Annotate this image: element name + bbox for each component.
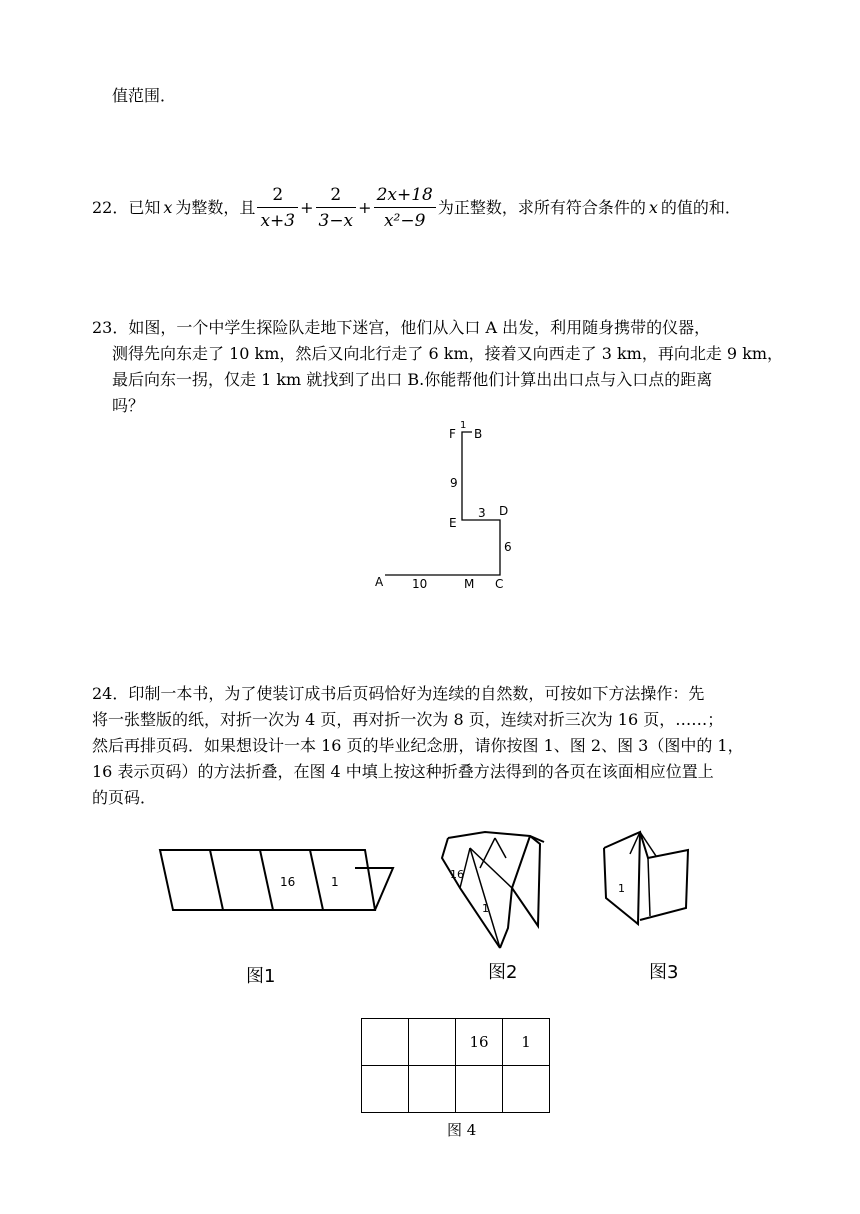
q23-number: 23． [92,318,129,337]
plus-sign-2: + [358,198,372,217]
q23-line-2: 测得先向东走了 10 km，然后又向北行走了 6 km，接着又向西走了 3 km，再向北走 9 km， [112,344,784,363]
figure-4-caption: 图 4 [447,1121,477,1139]
label-B: B [474,427,483,441]
q24-line-4: 16 表示页码）的方法折叠，在图 4 中填上按这种折叠方法得到的各页在该面相应位置上 [92,762,714,781]
q22-var-x: x [163,198,173,217]
figure-4-grid [361,1018,550,1113]
q24-number: 24． [92,684,129,703]
grid-cell-2-3[interactable] [456,1066,503,1113]
grid-cell-1-1[interactable] [362,1019,409,1066]
q23-line-3: 最后向东一拐，仅走 1 km 就找到了出口 B.你能帮他们计算出出口点与入口点的距离 [112,370,713,389]
label-F: F [449,427,456,441]
grid-cell-2-1[interactable] [362,1066,409,1113]
fig2-page-1: 1 [482,902,489,915]
grid-cell-1-3[interactable]: 16 [456,1019,503,1066]
grid-row-1 [362,1019,550,1066]
label-E: E [449,516,457,530]
previous-question-tail: 值范围． [112,86,177,105]
label-M: M [464,577,475,591]
fraction-1-denominator: x+3 [257,207,298,231]
fraction-1-numerator: 2 [272,185,284,205]
figure-3-caption: 图3 [649,962,679,983]
q23-line-1 [92,318,710,338]
q22-var-x-2: x [648,198,658,217]
plus-sign-1: + [300,198,314,217]
q22-fraction-1 [257,185,298,231]
fig2-page-16: 16 [450,868,464,881]
q24-line-1 [92,684,704,704]
fraction-3-numerator: 2x+18 [376,185,433,205]
fraction-3-denominator: x²−9 [374,207,436,231]
grid-row-2 [362,1066,550,1113]
grid-cell-1-2[interactable] [409,1019,456,1066]
q22-number: 22． [92,198,129,217]
maze-figure [360,420,540,600]
figure-1-caption: 图1 [246,966,276,987]
q22-text-d: 的值的和． [660,198,741,217]
q24-line-2: 将一张整版的纸，对折一次为 4 页，再对折一次为 8 页，连续对折三次为 16 页，……； [92,710,724,729]
fig3-page-1: 1 [618,882,625,895]
label-D: D [499,504,509,518]
q22-text-b: 为整数，且 [175,198,256,217]
label-segment-10: 10 [412,577,428,591]
fig1-page-1: 1 [331,875,339,889]
question-22 [92,185,741,231]
grid-cell-1-4[interactable]: 1 [503,1019,550,1066]
label-C: C [495,577,504,591]
q24-line-3: 然后再排页码．如果想设计一本 16 页的毕业纪念册，请你按图 1、图 2、图 3（图中的 1， [92,736,744,755]
figure-1-sheet [155,840,400,920]
fraction-2-numerator: 2 [330,185,342,205]
figure-3-booklet [600,828,695,928]
q22-text-c: 为正整数，求所有符合条件的 [437,198,646,217]
q24-line-5: 的页码． [92,788,157,807]
q23-line-4: 吗？ [112,396,145,415]
maze-path [360,420,540,600]
label-segment-9: 9 [450,476,458,490]
fig1-page-16: 16 [280,875,296,889]
q22-text-a: 已知 [128,198,161,217]
label-segment-1: 1 [460,420,467,431]
grid-cell-2-2[interactable] [409,1066,456,1113]
label-segment-3: 3 [478,506,486,520]
figure-2-booklet [440,828,550,950]
grid-cell-2-4[interactable] [503,1066,550,1113]
q23-text-1: 如图，一个中学生探险队走地下迷宫，他们从入口 A 出发，利用随身携带的仪器， [128,318,711,337]
figure-2-caption: 图2 [488,962,518,983]
fraction-2-denominator: 3−x [316,207,357,231]
label-segment-6: 6 [504,540,512,554]
q24-text-1: 印制一本书，为了使装订成书后页码恰好为连续的自然数，可按如下方法操作：先 [128,684,705,703]
q22-fraction-3 [374,185,436,231]
q22-fraction-2 [316,185,357,231]
label-A: A [375,575,384,589]
